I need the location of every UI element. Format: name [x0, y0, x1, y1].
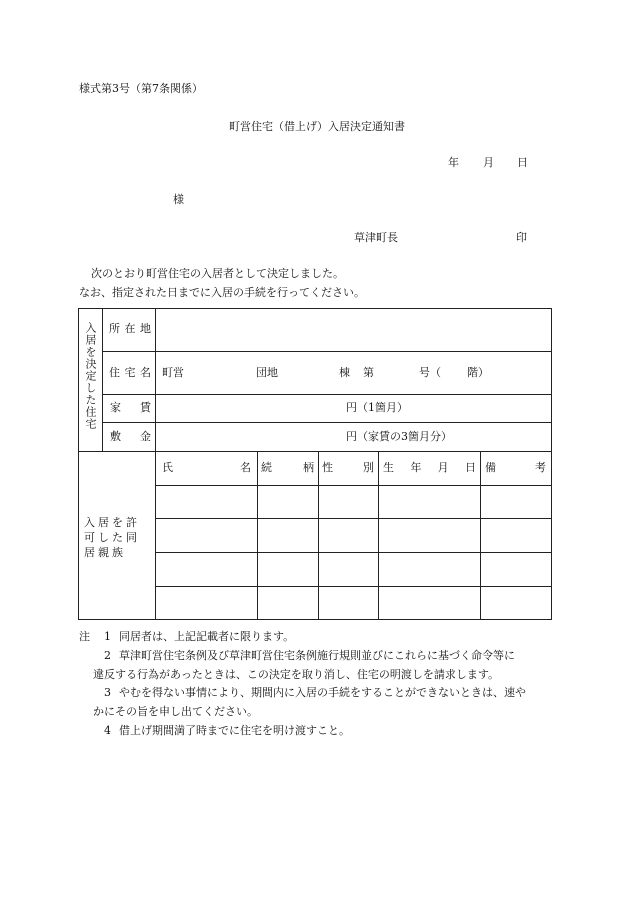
addressee-suffix: 様	[173, 193, 184, 206]
document-title: 町営住宅（借上げ）入居決定通知書	[229, 120, 405, 133]
note-1-text: 同居者は、上記記載者に限ります。	[119, 630, 295, 643]
family-row-2[interactable]	[156, 519, 551, 551]
name-town: 町営	[162, 366, 184, 379]
rent-label: 家 賃	[110, 401, 151, 414]
family-row-4[interactable]	[156, 587, 551, 619]
col-sex-header: 性 別	[322, 461, 374, 474]
body-line-2: なお、指定された日までに入居の手続を行ってください。	[79, 286, 365, 299]
name-number-prefix: 第	[363, 366, 374, 379]
col-birthdate-header: 生 年 月 日	[383, 461, 476, 474]
note-3-text-1: やむを得ない事情により、期間内に入居の手続をすることができないときは、速や	[119, 686, 526, 699]
note-2-number: 2	[104, 649, 111, 662]
housing-side-label: 入居を決定した住宅	[84, 322, 97, 430]
date-day: 日	[517, 156, 528, 169]
rent-value: 円（1箇月）	[346, 401, 408, 414]
note-3-number: 3	[104, 686, 111, 699]
family-row-1[interactable]	[156, 486, 551, 518]
name-building: 棟	[339, 366, 350, 379]
family-row-3[interactable]	[156, 553, 551, 585]
body-line-1: 次のとおり町営住宅の入居者として決定しました。	[91, 267, 344, 280]
deposit-label: 敷 金	[110, 430, 151, 443]
col-remarks-header: 備 考	[485, 461, 546, 474]
name-number-suffix: 号（	[419, 366, 441, 379]
location-label: 所 在 地	[109, 322, 151, 335]
note-4-number: 4	[104, 724, 111, 737]
deposit-value: 円（家賃の3箇月分）	[346, 430, 452, 443]
date-year: 年	[448, 156, 459, 169]
issuer-name: 草津町長	[354, 231, 398, 244]
note-2-text-2: 違反する行為があったときは、この決定を取り消し、住宅の明渡しを請求します。	[93, 668, 500, 681]
seal-mark: 印	[516, 231, 527, 244]
note-4-text: 借上げ期間満了時までに住宅を明け渡すこと。	[119, 724, 350, 737]
note-3-text-2: かにその旨を申し出てください。	[93, 705, 258, 718]
location-field[interactable]	[158, 316, 548, 348]
col-relation-header: 続 柄	[261, 461, 314, 474]
housing-name-label: 住 宅 名	[109, 366, 151, 379]
family-side-label: 入居を許可した同居親族	[84, 516, 140, 559]
name-floor-suffix: 階）	[467, 366, 489, 379]
name-complex: 団地	[256, 366, 278, 379]
col-name-header: 氏 名	[162, 461, 251, 474]
date-month: 月	[483, 156, 494, 169]
notes-prefix: 注	[79, 630, 90, 643]
note-1-number: 1	[104, 630, 111, 643]
form-number: 様式第3号（第7条関係）	[79, 82, 203, 95]
note-2-text-1: 草津町営住宅条例及び草津町営住宅条例施行規則並びにこれらに基づく命令等に	[119, 649, 515, 662]
